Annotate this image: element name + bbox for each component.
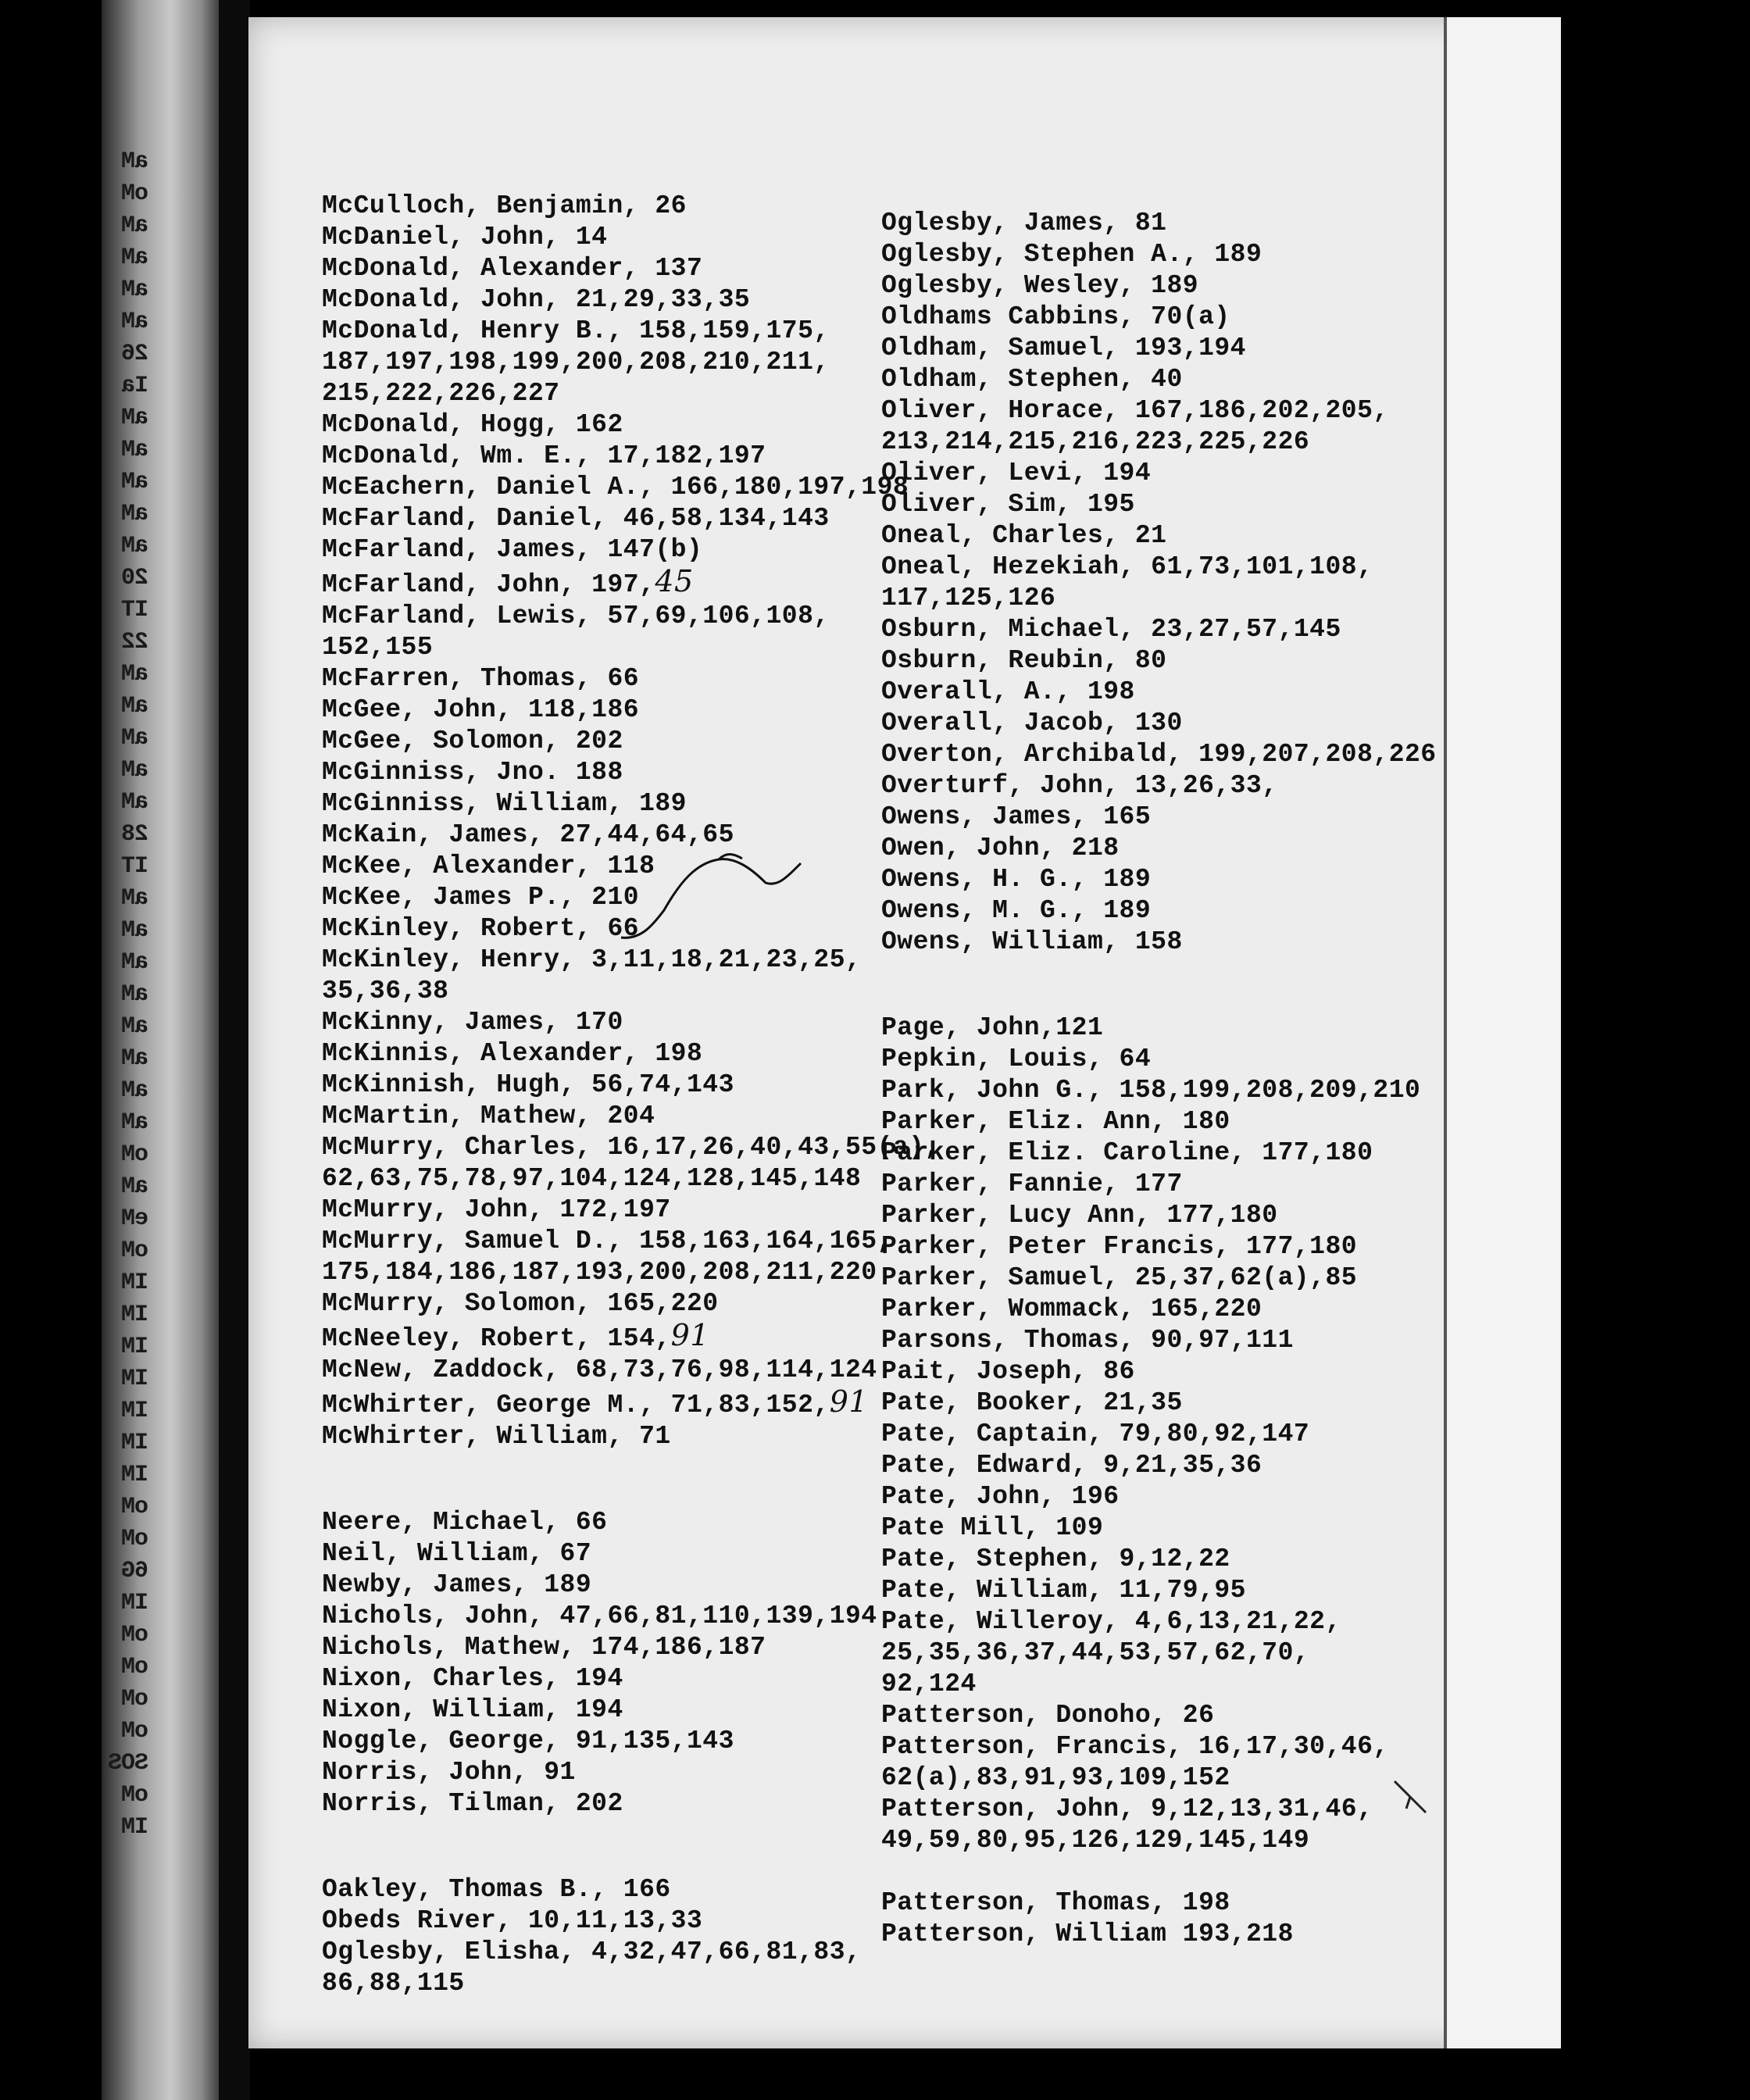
entry-text: Parker, Peter Francis, 177,180 xyxy=(881,1232,1358,1261)
index-entry xyxy=(881,1450,1437,1481)
strip-fragment: aM xyxy=(121,148,148,175)
entry-text: Nichols, Mathew, 174,186,187 xyxy=(322,1633,766,1662)
index-entry xyxy=(322,191,941,222)
index-entry xyxy=(881,1075,1437,1106)
entry-text: Oglesby, Elisha, 4,32,47,66,81,83, xyxy=(322,1938,862,1966)
strip-fragment: IM xyxy=(121,1270,148,1296)
entry-text: Pate, Stephen, 9,12,22 xyxy=(881,1545,1230,1573)
index-entry xyxy=(322,284,941,316)
entry-text: Pate, Booker, 21,35 xyxy=(881,1388,1183,1417)
index-entry xyxy=(881,270,1437,302)
entry-text: Oglesby, Stephen A., 189 xyxy=(881,240,1262,269)
entry-text: Patterson, Francis, 16,17,30,46, xyxy=(881,1732,1389,1761)
entry-text: Parker, Samuel, 25,37,62(a),85 xyxy=(881,1263,1358,1292)
entry-text: 117,125,126 xyxy=(881,584,1056,612)
entry-text: 175,184,186,187,193,200,208,211,220 xyxy=(322,1258,877,1287)
index-entry xyxy=(322,1968,941,1999)
strip-fragment: oM xyxy=(121,1622,148,1648)
index-entry xyxy=(322,1421,941,1452)
strip-fragment: IM xyxy=(121,1366,148,1392)
strip-fragment: oM xyxy=(121,180,148,207)
index-entry xyxy=(322,1195,941,1226)
strip-fragment: aM xyxy=(121,661,148,688)
index-entry xyxy=(881,1325,1437,1356)
entry-text: McKinley, Robert, 66 xyxy=(322,914,640,943)
strip-fragment: IM xyxy=(121,1814,148,1841)
strip-fragment: aM xyxy=(121,917,148,944)
entry-text: McFarren, Thomas, 66 xyxy=(322,664,640,693)
index-entry xyxy=(881,1356,1437,1388)
index-entry xyxy=(322,632,941,663)
entry-text: McKinny, James, 170 xyxy=(322,1008,623,1037)
entry-text: 187,197,198,199,200,208,210,211, xyxy=(322,348,830,377)
index-entry xyxy=(322,503,941,534)
index-entry xyxy=(881,1731,1437,1762)
entry-text: Noggle, George, 91,135,143 xyxy=(322,1727,734,1755)
index-entry xyxy=(881,458,1437,489)
index-entry xyxy=(322,976,941,1007)
index-entry xyxy=(881,583,1437,614)
strip-fragment: IM xyxy=(121,1398,148,1424)
entry-text: Owens, H. G., 189 xyxy=(881,865,1152,894)
index-entry xyxy=(881,802,1437,833)
strip-fragment: aM xyxy=(121,437,148,463)
page-gutter xyxy=(219,0,250,2100)
entry-text: 213,214,215,216,223,225,226 xyxy=(881,427,1310,456)
index-entry xyxy=(322,695,941,726)
index-entry xyxy=(881,1638,1437,1669)
index-entry xyxy=(881,1231,1437,1262)
entry-text: McFarland, Daniel, 46,58,134,143 xyxy=(322,504,830,533)
index-entry xyxy=(322,1937,941,1968)
handwritten-page-number: 91 xyxy=(829,1384,869,1419)
strip-fragment: aM xyxy=(121,949,148,976)
index-entry xyxy=(322,1874,941,1905)
entry-text: McFarland, John, 197, xyxy=(322,570,655,599)
strip-fragment: oM xyxy=(121,1686,148,1712)
index-entry xyxy=(322,788,941,820)
entry-text: Newby, James, 189 xyxy=(322,1570,592,1599)
pen-scribble xyxy=(617,848,805,949)
index-entry xyxy=(881,1762,1437,1794)
strip-fragment: eM xyxy=(121,1205,148,1232)
strip-fragment: oM xyxy=(121,1654,148,1680)
index-entry xyxy=(322,820,941,851)
entry-text: Parker, Wommack, 165,220 xyxy=(881,1295,1262,1323)
entry-text: McDonald, Wm. E., 17,182,197 xyxy=(322,441,766,470)
entry-text: Oneal, Charles, 21 xyxy=(881,521,1167,550)
index-entry xyxy=(322,1257,941,1288)
entry-text: Page, John,121 xyxy=(881,1013,1104,1042)
entry-text: Oliver, Sim, 195 xyxy=(881,490,1135,519)
entry-text: 49,59,80,95,126,129,145,149 xyxy=(881,1826,1310,1855)
left-column xyxy=(322,191,941,1999)
index-entry xyxy=(322,1386,941,1421)
entry-text: Oliver, Levi, 194 xyxy=(881,459,1152,488)
entry-text: McMartin, Mathew, 204 xyxy=(322,1102,655,1130)
entry-text: McMurry, Solomon, 165,220 xyxy=(322,1289,719,1318)
index-entry xyxy=(881,1388,1437,1419)
index-entry xyxy=(322,1070,941,1101)
index-entry xyxy=(881,708,1437,739)
entry-text: Norris, John, 91 xyxy=(322,1758,576,1787)
index-entry xyxy=(881,770,1437,802)
entry-text: Pate, Edward, 9,21,35,36 xyxy=(881,1451,1262,1480)
index-entry xyxy=(322,1132,941,1163)
entry-text: Pate Mill, 109 xyxy=(881,1513,1104,1542)
entry-text: Patterson, William 193,218 xyxy=(881,1920,1294,1948)
index-entry xyxy=(881,1700,1437,1731)
entry-text: Pate, William, 11,79,95 xyxy=(881,1576,1246,1605)
entry-text: Pate, Captain, 79,80,92,147 xyxy=(881,1420,1310,1448)
entry-text: 35,36,38 xyxy=(322,977,449,1005)
index-entry xyxy=(881,1294,1437,1325)
entry-text: McGinniss, Jno. 188 xyxy=(322,758,623,787)
strip-fragment: aM xyxy=(121,405,148,431)
group-o-left xyxy=(322,1874,941,1999)
entry-text: McCulloch, Benjamin, 26 xyxy=(322,191,687,220)
strip-fragment: aM xyxy=(121,757,148,784)
index-entry xyxy=(881,739,1437,770)
strip-fragment: 28 xyxy=(121,821,148,848)
entry-text: McDonald, Alexander, 137 xyxy=(322,254,703,283)
strip-fragment: aM xyxy=(121,245,148,271)
index-entry xyxy=(881,833,1437,864)
entry-text: Oakley, Thomas B., 166 xyxy=(322,1875,671,1904)
group-p-continued xyxy=(881,1888,1437,1950)
strip-fragment: SOS xyxy=(108,1750,148,1777)
entry-text: Overton, Archibald, 199,207,208,226 xyxy=(881,740,1437,769)
entry-text: Pepkin, Louis, 64 xyxy=(881,1045,1152,1073)
entry-text: Oliver, Horace, 167,186,202,205, xyxy=(881,396,1389,425)
strip-fragment: aM xyxy=(121,1077,148,1104)
index-entry xyxy=(881,489,1437,520)
strip-fragment: 20 xyxy=(121,565,148,591)
index-entry xyxy=(881,1888,1437,1919)
entry-text: McDaniel, John, 14 xyxy=(322,223,608,252)
index-entry xyxy=(322,566,941,601)
strip-fragment: oM xyxy=(121,1526,148,1552)
index-entry xyxy=(881,302,1437,333)
strip-fragment: IM xyxy=(121,1302,148,1328)
entry-text: McGinniss, William, 189 xyxy=(322,789,687,818)
index-entry xyxy=(322,1726,941,1757)
strip-fragment: aM xyxy=(121,1013,148,1040)
entry-text: Patterson, Thomas, 198 xyxy=(881,1888,1230,1917)
entry-text: Obeds River, 10,11,13,33 xyxy=(322,1906,703,1935)
entry-text: McWhirter, William, 71 xyxy=(322,1422,671,1451)
entry-text: Park, John G., 158,199,208,209,210 xyxy=(881,1076,1421,1105)
index-entry xyxy=(881,395,1437,427)
entry-text: Oglesby, James, 81 xyxy=(881,209,1167,238)
strip-fragment: IM xyxy=(121,1430,148,1456)
strip-fragment: aM xyxy=(121,501,148,527)
strip-fragment: Ia xyxy=(121,373,148,399)
index-entry xyxy=(322,1320,941,1355)
index-entry xyxy=(322,378,941,409)
index-entry xyxy=(322,1905,941,1937)
index-entry xyxy=(322,1632,941,1663)
index-entry xyxy=(322,1538,941,1570)
entry-text: Parker, Eliz. Caroline, 177,180 xyxy=(881,1138,1373,1167)
strip-fragment: aM xyxy=(121,533,148,559)
entry-text: Overall, A., 198 xyxy=(881,677,1135,706)
entry-text: Parker, Fannie, 177 xyxy=(881,1170,1183,1198)
index-entry xyxy=(322,1163,941,1195)
strip-fragment: 26 xyxy=(121,341,148,367)
index-entry xyxy=(881,1669,1437,1700)
index-entry xyxy=(322,222,941,253)
entry-text: McDonald, Henry B., 158,159,175, xyxy=(322,316,830,345)
strip-fragment: aM xyxy=(121,725,148,752)
index-entry xyxy=(322,726,941,757)
entry-text: McFarland, James, 147(b) xyxy=(322,535,703,564)
strip-fragment: 22 xyxy=(121,629,148,655)
entry-text: 215,222,226,227 xyxy=(322,379,560,408)
handwritten-page-number: 91 xyxy=(670,1318,710,1352)
strip-fragment: aM xyxy=(121,885,148,912)
index-entry xyxy=(881,1919,1437,1950)
entry-text: McKinnis, Alexander, 198 xyxy=(322,1039,703,1068)
index-entry xyxy=(881,1012,1437,1044)
right-column xyxy=(881,208,1437,1950)
entry-text: 86,88,115 xyxy=(322,1969,465,1998)
entry-text: McNew, Zaddock, 68,73,76,98,114,124 xyxy=(322,1355,877,1384)
strip-fragment: oM xyxy=(121,1141,148,1168)
index-entry xyxy=(881,208,1437,239)
strip-fragment: aM xyxy=(121,469,148,495)
strip-fragment: 6G xyxy=(121,1558,148,1584)
index-entry xyxy=(322,253,941,284)
strip-fragment: oM xyxy=(121,1782,148,1809)
entry-text: Overall, Jacob, 130 xyxy=(881,709,1183,738)
index-entry xyxy=(881,427,1437,458)
index-entry xyxy=(322,1355,941,1386)
entry-text: McGee, John, 118,186 xyxy=(322,695,640,724)
handwritten-page-number: 45 xyxy=(655,564,694,598)
group-p xyxy=(881,1012,1437,1856)
entry-text: McGee, Solomon, 202 xyxy=(322,727,623,755)
entry-text: Osburn, Michael, 23,27,57,145 xyxy=(881,615,1341,644)
index-entry xyxy=(322,1788,941,1820)
group-m xyxy=(322,191,941,1452)
index-entry xyxy=(322,1507,941,1538)
entry-text: Parsons, Thomas, 90,97,111 xyxy=(881,1326,1294,1355)
entry-text: Osburn, Reubin, 80 xyxy=(881,646,1167,675)
entry-text: McNeeley, Robert, 154, xyxy=(322,1324,671,1353)
index-entry xyxy=(322,1570,941,1601)
index-entry xyxy=(322,1757,941,1788)
entry-text: Nixon, William, 194 xyxy=(322,1695,623,1724)
index-entry xyxy=(881,239,1437,270)
strip-fragment: IM xyxy=(121,1590,148,1616)
entry-text: Patterson, Donoho, 26 xyxy=(881,1701,1215,1730)
index-entry xyxy=(322,409,941,441)
entry-text: Norris, Tilman, 202 xyxy=(322,1789,623,1818)
index-entry xyxy=(881,1575,1437,1606)
entry-text: 152,155 xyxy=(322,633,434,662)
page-right-band xyxy=(1447,17,1561,2048)
index-entry xyxy=(881,1825,1437,1856)
entry-text: McDonald, Hogg, 162 xyxy=(322,410,623,439)
entry-text: McDonald, John, 21,29,33,35 xyxy=(322,285,751,314)
entry-text: Patterson, John, 9,12,13,31,46, xyxy=(881,1795,1373,1823)
index-entry xyxy=(881,333,1437,364)
index-entry xyxy=(881,1512,1437,1544)
index-entry xyxy=(322,1226,941,1257)
strip-fragment: aM xyxy=(121,212,148,239)
strip-fragment: aM xyxy=(121,1173,148,1200)
strip-fragment: oM xyxy=(121,1494,148,1520)
entry-text: Oldham, Samuel, 193,194 xyxy=(881,334,1246,362)
entry-text: 62(a),83,91,93,109,152 xyxy=(881,1763,1230,1792)
entry-text: Neere, Michael, 66 xyxy=(322,1508,608,1537)
index-entry xyxy=(881,364,1437,395)
entry-text: Oldhams Cabbins, 70(a) xyxy=(881,302,1230,331)
strip-fragment: aM xyxy=(121,1045,148,1072)
index-entry xyxy=(322,757,941,788)
strip-fragment: aM xyxy=(121,309,148,335)
entry-text: McKee, Alexander, 118 xyxy=(322,852,655,880)
entry-text: McFarland, Lewis, 57,69,106,108, xyxy=(322,602,830,630)
index-entry xyxy=(322,1038,941,1070)
index-entry xyxy=(881,895,1437,927)
index-entry xyxy=(322,534,941,566)
index-entry xyxy=(322,1663,941,1695)
index-entry xyxy=(881,1138,1437,1169)
index-entry xyxy=(322,663,941,695)
strip-fragment: aM xyxy=(121,693,148,720)
index-entry xyxy=(881,552,1437,583)
entry-text: Overturf, John, 13,26,33, xyxy=(881,771,1278,800)
index-entry xyxy=(322,945,941,976)
ink-mark xyxy=(1391,1773,1430,1820)
index-entry xyxy=(322,441,941,472)
strip-fragment: aM xyxy=(121,981,148,1008)
index-entry xyxy=(881,1200,1437,1231)
entry-text: Owens, William, 158 xyxy=(881,927,1183,956)
index-entry xyxy=(881,1419,1437,1450)
entry-text: McKinley, Henry, 3,11,18,21,23,25, xyxy=(322,945,862,974)
index-entry xyxy=(322,316,941,347)
index-entry xyxy=(881,520,1437,552)
index-entry xyxy=(881,1262,1437,1294)
entry-text: Parker, Eliz. Ann, 180 xyxy=(881,1107,1230,1136)
entry-text: Owens, M. G., 189 xyxy=(881,896,1152,925)
entry-text: Oglesby, Wesley, 189 xyxy=(881,271,1199,300)
index-entry xyxy=(881,677,1437,708)
entry-text: McKee, James P., 210 xyxy=(322,883,640,912)
index-entry xyxy=(322,1288,941,1320)
entry-text: McKain, James, 27,44,64,65 xyxy=(322,820,734,849)
entry-text: McWhirter, George M., 71,83,152, xyxy=(322,1391,830,1420)
index-entry xyxy=(881,927,1437,958)
index-entry xyxy=(881,1044,1437,1075)
entry-text: McEachern, Daniel A., 166,180,197,198 xyxy=(322,473,909,502)
strip-fragment: oM xyxy=(121,1718,148,1745)
entry-text: Nixon, Charles, 194 xyxy=(322,1664,623,1693)
index-entry xyxy=(322,347,941,378)
entry-text: McMurry, Samuel D., 158,163,164,165, xyxy=(322,1227,893,1255)
strip-fragment: IT xyxy=(121,853,148,880)
entry-text: Neil, William, 67 xyxy=(322,1539,592,1568)
group-o-right xyxy=(881,208,1437,958)
entry-text: McKinnish, Hugh, 56,74,143 xyxy=(322,1070,734,1099)
strip-fragment: IM xyxy=(121,1462,148,1488)
index-entry xyxy=(881,864,1437,895)
entry-text: 92,124 xyxy=(881,1670,977,1698)
strip-fragment: aM xyxy=(121,789,148,816)
entry-text: McMurry, Charles, 16,17,26,40,43,55(a), xyxy=(322,1133,941,1162)
entry-text: Oneal, Hezekiah, 61,73,101,108, xyxy=(881,552,1373,581)
group-n xyxy=(322,1507,941,1820)
index-entry xyxy=(322,1101,941,1132)
entry-text: Pait, Joseph, 86 xyxy=(881,1357,1135,1386)
index-entry xyxy=(322,1695,941,1726)
index-entry xyxy=(881,645,1437,677)
entry-text: McMurry, John, 172,197 xyxy=(322,1195,671,1224)
index-entry xyxy=(881,614,1437,645)
strip-fragment: IM xyxy=(121,1334,148,1360)
strip-fragment: aM xyxy=(121,277,148,303)
index-entry xyxy=(881,1794,1437,1825)
index-entry xyxy=(322,601,941,632)
index-entry xyxy=(322,1007,941,1038)
entry-text: Parker, Lucy Ann, 177,180 xyxy=(881,1201,1278,1230)
index-entry xyxy=(881,1481,1437,1512)
entry-text: Owens, James, 165 xyxy=(881,802,1152,831)
entry-text: 25,35,36,37,44,53,57,62,70, xyxy=(881,1638,1310,1667)
index-entry xyxy=(881,1544,1437,1575)
entry-text: Owen, John, 218 xyxy=(881,834,1120,862)
entry-text: Oldham, Stephen, 40 xyxy=(881,365,1183,394)
entry-text: Nichols, John, 47,66,81,110,139,194 xyxy=(322,1602,877,1630)
strip-fragment: IT xyxy=(121,597,148,623)
index-entry xyxy=(322,1601,941,1632)
index-entry xyxy=(881,1606,1437,1638)
index-entry xyxy=(322,472,941,503)
strip-fragment: oM xyxy=(121,1238,148,1264)
strip-fragment: aM xyxy=(121,1109,148,1136)
index-entry xyxy=(881,1169,1437,1200)
entry-text: Pate, Willeroy, 4,6,13,21,22, xyxy=(881,1607,1341,1636)
index-entry xyxy=(881,1106,1437,1138)
entry-text: 62,63,75,78,97,104,124,128,145,148 xyxy=(322,1164,862,1193)
entry-text: Pate, John, 196 xyxy=(881,1482,1120,1511)
